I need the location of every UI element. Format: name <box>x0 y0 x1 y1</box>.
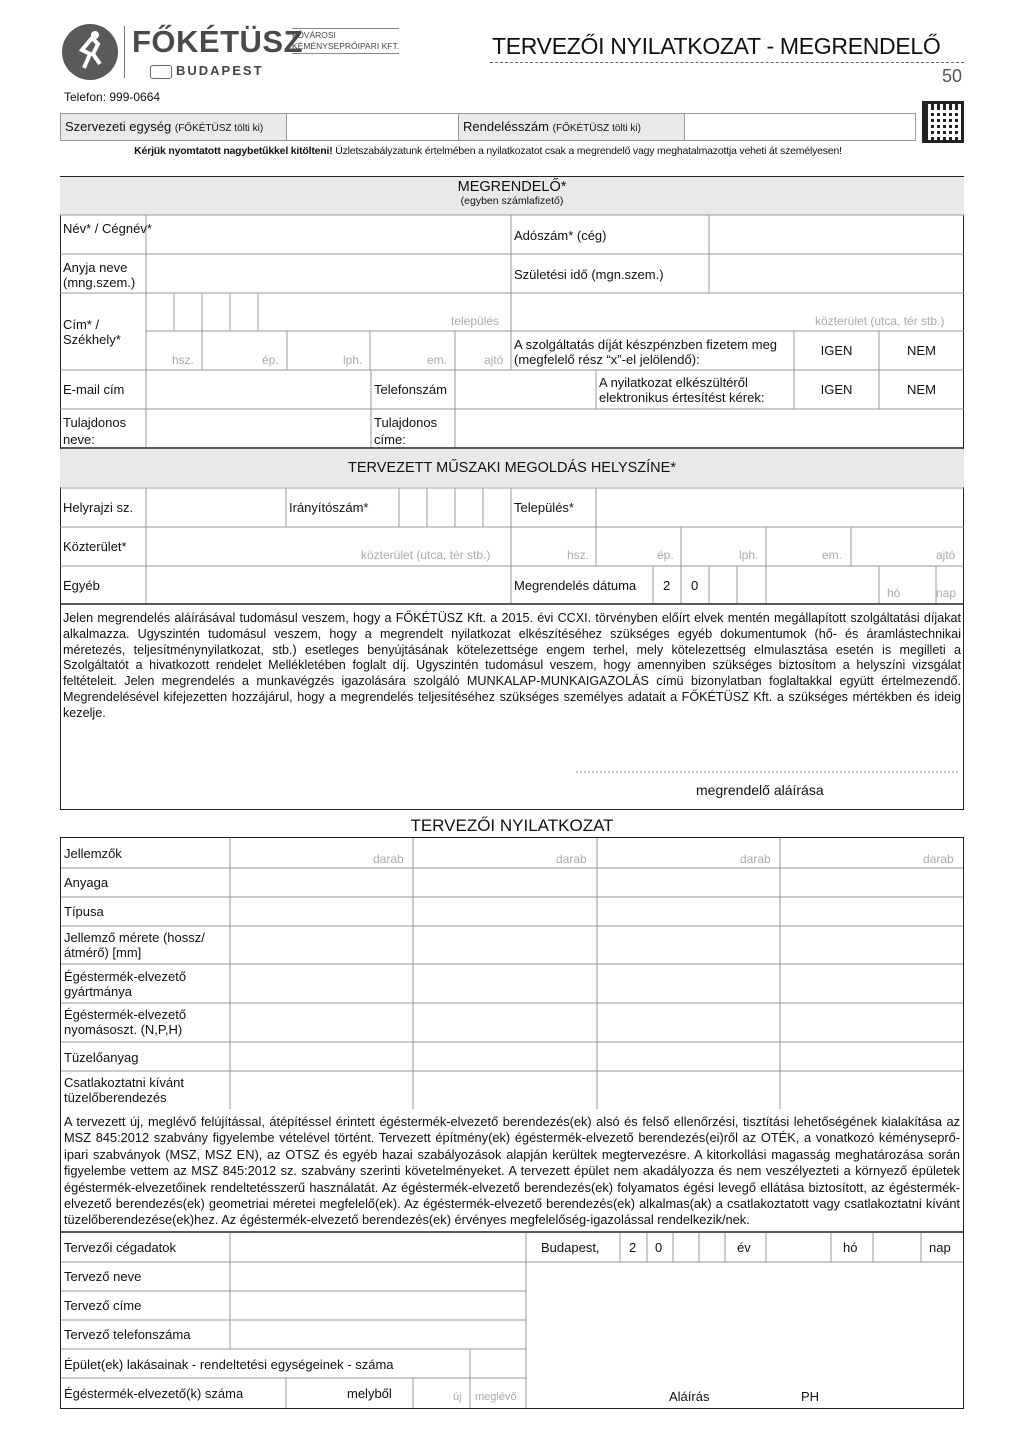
decl-row-label: Égéstermék-elvezető gyártmánya <box>64 969 187 999</box>
declaration-title: TERVEZŐI NYILATKOZAT <box>410 816 614 835</box>
loc-street-hint: közterület (utca, tér stb.) <box>361 548 491 562</box>
hsz-hint: hsz. <box>172 353 195 367</box>
em-hint: em. <box>427 353 448 367</box>
day-label: nap <box>929 1240 951 1255</box>
birth-label: Születési idő (mgn.szem.) <box>514 267 664 282</box>
email-label: E-mail cím <box>63 382 125 397</box>
phone-number: Telefon: 999-0664 <box>64 90 161 104</box>
other-label: Egyéb <box>63 578 100 593</box>
date-label: Megrendelés dátuma <box>514 578 637 593</box>
loc-hsz-hint: hsz. <box>567 548 590 562</box>
cash-yes-option[interactable]: IGEN <box>820 343 853 358</box>
year-digit-2: 0 <box>655 1240 663 1255</box>
decl-row-label: Típusa <box>64 904 104 919</box>
name-label: Név* / Cégnév* <box>63 221 152 236</box>
designer-company-label: Tervezői cégadatok <box>64 1240 177 1255</box>
street-hint: közterület (utca, tér stb.) <box>815 314 945 328</box>
owner-addr-label: Tulajdonos címe: <box>374 415 438 447</box>
notify-no-option[interactable]: NEM <box>907 382 936 397</box>
piece-hint: darab <box>556 852 587 866</box>
town-label: Település* <box>514 500 574 515</box>
form-number: 50 <box>941 66 962 86</box>
decl-row-label: Anyaga <box>64 875 109 890</box>
consent-paragraph: Jelen megrendelés aláírásával tudomásul veszem, hogy a FŐKÉTÜSZ Kft. a 2015. évi CCXI. törvényben előírt elvek mentén megállapított szolgáltatási díjakat alkalmazza. Ugyszintén tudomásul veszem, hogy a megrendelt nyilatkozat elkészítéséhez szükséges egyéb dokumentumok (hő- és áramlástechnikai méretezés, teljesítménynyilatkozat, stb.) esetleges benyújtásának kötelezettsége engem terhel, mely kötelezettség elmulasztása esetén is megilleti a Szolgáltatót a hivatkozott rendelet Mellékletében foglalt díj. Ugyszintén tudomásul veszem, hogy amennyiben szükséges biztosítom a helyszíni vizsgálat feltételeit. Jelen megrendelés a munkavégzés igazolására szolgáló MUNKALAP-MUNKAIGAZOLÁS címü bizonylatban foglaltakkal együtt értelmezendő. Megrendelésével kifejezetten hozzájárul, hogy a megrendelés teljesítéséhez szükséges személyes adatait a FŐKÉTÜSZ Kft. a szükséges mértékben és ideig kezelje. <box>63 611 961 720</box>
piece-hint: darab <box>740 852 771 866</box>
new-hint: új <box>453 1391 462 1403</box>
ep-hint: ép. <box>262 353 279 367</box>
designer-name-label: Tervező neve <box>64 1269 142 1284</box>
day-hint: nap <box>936 586 957 600</box>
piece-hint: darab <box>923 852 954 866</box>
date-year-digit-1: 2 <box>663 578 671 593</box>
ajto-hint: ajtó <box>484 353 504 367</box>
declaration-paragraph: A tervezett új, meglévő felújítással, átépítéssel érintett égéstermék-elvezető berendezés(ek) alsó és felső ellenőrzési, tisztítási lehetőségének kialakítása az MSZ 845:2012 szabvány figyelembe vételével történt. Tervezett építmény(ek) égéstermék-elvezető berendezés(ei)ről az OTÉK, a vonatkozó kéményseprő-ipari szabványok (MSZ, MSZ EN), az OTSZ és egyéb hazai szabályozások alapján kerültek megtervezésre. A kitorkollási magasság meghatározása során figyelembe vettem az MSZ 845:2012 sz. szabvány szerinti követelményeket. A tervezett épület nem akadályozza és nem veszélyezteti a környező épületek égéstermék-elvezetőinek rendeltetésszerű használatát. Az égéstermék-elvezető berendezés(ek) folyamatos égési levegő ellátása biztosított, az égéstermék-elvezető berendezés(ek) geometriai méretei megfelelő(ek). Az égéstermék-elvezető berendezés(ek) alkalmas(ak) a csatlakoztatott vagy csatlakoztatni kívánt tüzelőberendezése(ek)hez. Az égéstermék-elvezető berendezés(ek) érvényes megfelelőség-igazolással rendelkezik/nek. <box>64 1114 960 1228</box>
settlement-hint: település <box>451 314 500 328</box>
decl-row-label: Tüzelőanyag <box>64 1050 139 1065</box>
brand-name: FŐKÉTÜSZ <box>132 24 304 59</box>
lph-hint: lph. <box>343 353 363 367</box>
decl-row-label: Égéstermék-elvezető nyomásoszt. (N,P,H) <box>64 1007 187 1037</box>
year-digit-1: 2 <box>629 1240 637 1255</box>
decl-row-label: Csatlakoztatni kívánt tüzelőberendezés <box>64 1075 184 1105</box>
month-hint: hó <box>887 586 901 600</box>
lot-label: Helyrajzi sz. <box>63 500 134 515</box>
mother-label: Anyja neve (mng.szem.) <box>63 260 136 290</box>
loc-ep-hint: ép. <box>657 548 674 562</box>
loc-ajto-hint: ajtó <box>936 548 956 562</box>
loc-em-hint: em. <box>822 548 843 562</box>
brand-city: BUDAPEST <box>150 63 264 79</box>
month-label: hó <box>843 1240 858 1255</box>
page-title: TERVEZŐI NYILATKOZAT - MEGRENDELŐ <box>492 33 941 59</box>
owner-name-label: Tulajdonos neve: <box>63 415 127 447</box>
flues-label: Égéstermék-elvezető(k) száma <box>64 1386 244 1401</box>
tax-label: Adószám* (cég) <box>514 228 607 243</box>
orderer-signature-label: megrendelő aláírása <box>696 782 824 798</box>
units-label: Épület(ek) lakásainak - rendeltetési egységeinek - száma <box>64 1357 394 1372</box>
orderer-header: MEGRENDELŐ* (egyben számlafizető) <box>60 177 964 215</box>
brand-subtitle: FŐVÁROSI KÉMÉNYSEPRŐIPARI KFT. <box>292 28 399 54</box>
decl-row-label: Jellemző mérete (hossz/ átmérő) [mm] <box>64 930 205 960</box>
stamp-label: PH <box>801 1389 820 1404</box>
loc-lph-hint: lph. <box>739 548 759 562</box>
zip-label: Irányítószám* <box>289 500 369 515</box>
cash-no-option[interactable]: NEM <box>907 343 936 358</box>
location-header: TERVEZETT MŰSZAKI MEGOLDÁS HELYSZÍNE* <box>60 449 964 487</box>
place-label: Budapest, <box>541 1240 600 1255</box>
order-label: Rendelésszám (FŐKÉTÜSZ tölti ki) <box>459 114 685 140</box>
phone-label: Telefonszám <box>374 382 447 397</box>
cash-label: A szolgáltatás díját készpénzben fizetem meg (megfelelő rész “x”-el jelölendő): <box>514 337 778 367</box>
of-which-label: melyből <box>347 1386 392 1401</box>
decl-row-label: Jellemzők <box>64 846 122 861</box>
street-label: Közterület* <box>63 539 127 554</box>
unit-label: Szervezeti egység (FŐKÉTÜSZ tölti ki) <box>61 114 287 140</box>
designer-signature-label: Aláírás <box>669 1389 710 1404</box>
designer-phone-label: Tervező telefonszáma <box>64 1327 191 1342</box>
address-label: Cím* / Székhely* <box>63 317 121 347</box>
fill-notice: Kérjük nyomtatott nagybetűkkel kitölteni! Üzletszabályzatunk értelmében a nyilatkozatot csak a megrendelő vagy meghatalmazottja veheti át személyesen! <box>134 145 842 157</box>
notify-yes-option[interactable]: IGEN <box>820 382 853 397</box>
existing-hint: meglévő <box>475 1391 517 1403</box>
year-label: év <box>737 1240 751 1255</box>
date-year-digit-2: 0 <box>691 578 699 593</box>
designer-addr-label: Tervező címe <box>64 1298 142 1313</box>
piece-hint: darab <box>373 852 404 866</box>
notify-label: A nyilatkozat elkészültéről elektronikus értesítést kérek: <box>599 375 765 405</box>
